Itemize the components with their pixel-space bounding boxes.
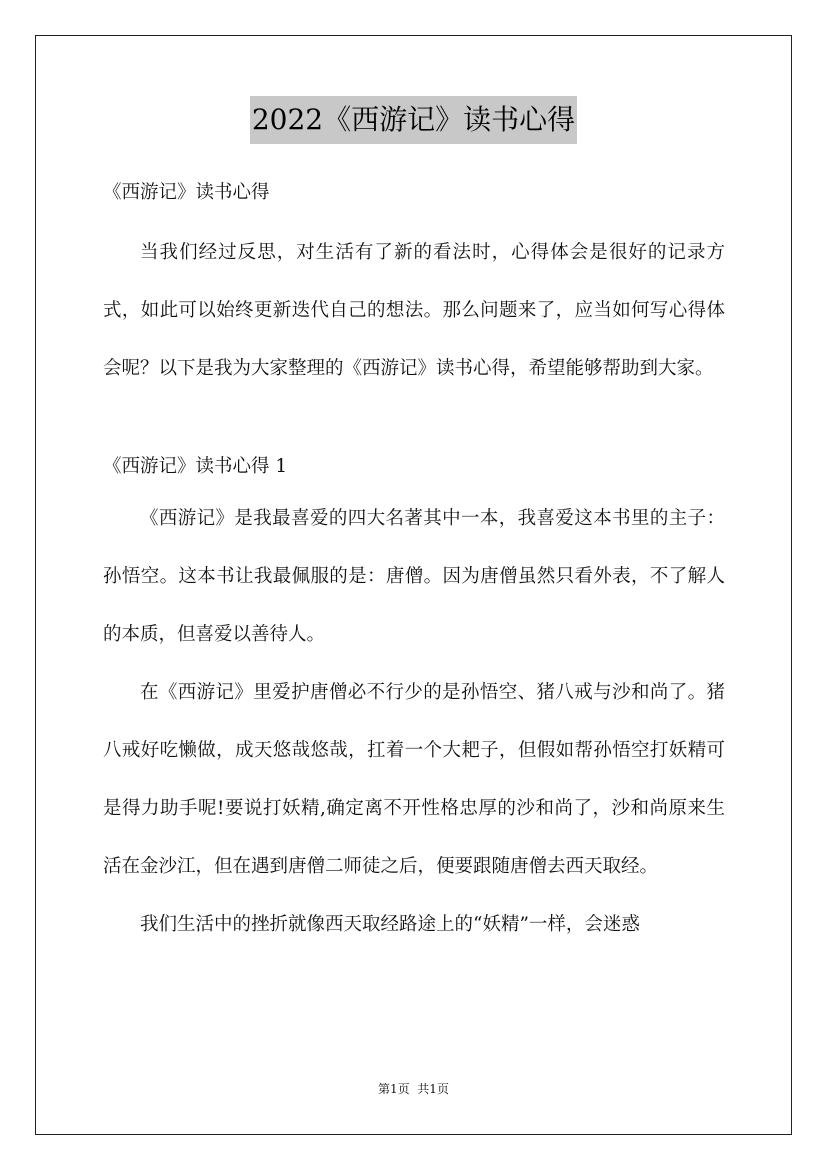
document-body (103, 170, 725, 954)
intro-paragraph: 当我们经过反思，对生活有了新的看法时，心得体会是很好的记录方式，如此可以始终更新迭代自己的想法。那么问题来了，应当如何写心得体会呢？以下是我为大家整理的《西游记》读书心得，希望能够帮助到大家。 (103, 242, 725, 379)
page-footer: 第1页 共1页 (378, 1082, 449, 1096)
section1-heading: 《西游记》读书心得 1 (103, 456, 288, 477)
intro-heading: 《西游记》读书心得 (103, 182, 270, 203)
document-title: 2022《西游记》读书心得 (250, 96, 577, 144)
section1-paragraph-2: 在《西游记》里爱护唐僧必不行少的是孙悟空、猪八戒与沙和尚了。猪八戒好吃懒做，成天悠哉悠哉，扛着一个大耙子，但假如帮孙悟空打妖精可是得力助手呢!要说打妖精,确定离不开性格忠厚的沙和尚了，沙和尚原来生活在金沙江，但在遇到唐僧二师徒之后，便要跟随唐僧去西天取经。 (103, 682, 725, 877)
section1-paragraph-3: 我们生活中的挫折就像西天取经路途上的“妖精”一样，会迷惑 (140, 914, 640, 935)
title-container (0, 96, 827, 144)
section1-paragraph-1: 《西游记》是我最喜爱的四大名著其中一本，我喜爱这本书里的主子：孙悟空。这本书让我最佩服的是：唐僧。因为唐僧虽然只看外表，不了解人的本质，但喜爱以善待人。 (103, 508, 725, 645)
